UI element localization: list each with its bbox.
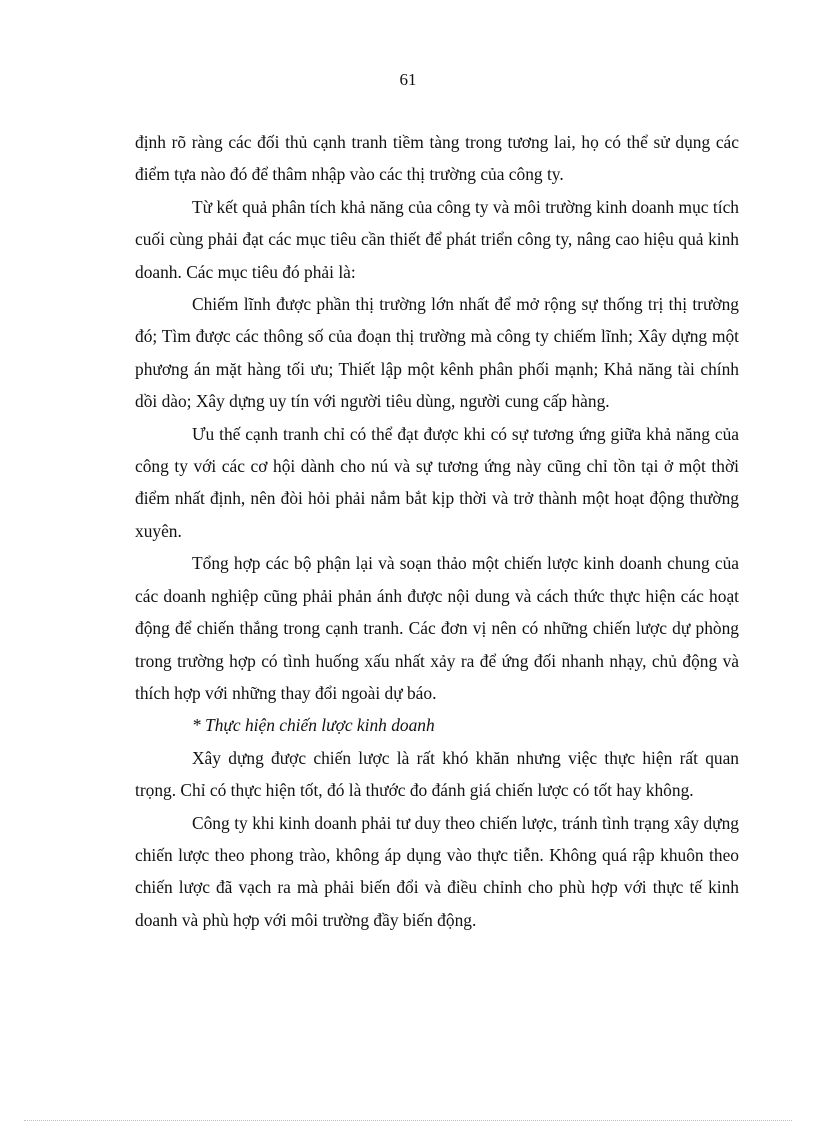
- page-bottom-divider: [24, 1120, 792, 1121]
- section-heading-strategy-implementation: * Thực hiện chiến lược kinh doanh: [192, 715, 435, 736]
- paragraph-implementation-importance: Xây dựng được chiến lược là rất khó khăn nhưng việc thực hiện rất quan trọng. Chỉ có thực hiện tốt, đó là thước đo đánh giá chiến lược có tốt hay không.: [135, 747, 739, 801]
- paragraph-analysis-results: Từ kết quả phân tích khả năng của công ty và môi trường kinh doanh mục tích cuối cùng phải đạt các mục tiêu cần thiết để phát triển công ty, nâng cao hiệu quả kinh doanh. Các mục tiêu đó phải là:: [135, 196, 739, 282]
- paragraph-strategic-thinking: Công ty khi kinh doanh phải tư duy theo chiến lược, tránh tình trạng xây dựng chiến lược theo phong trào, không áp dụng vào thực tiễn. Không quá rập khuôn theo chiến lược đã vạch ra mà phải biến đổi và điều chỉnh cho phù hợp với thực tế kinh doanh và phù hợp với môi trường đầy biến động.: [135, 812, 739, 930]
- page-number: 61: [399, 70, 417, 89]
- paragraph-objectives: Chiếm lĩnh được phần thị trường lớn nhất để mở rộng sự thống trị thị trường đó; Tìm được các thông số của đoạn thị trường mà công ty chiếm lĩnh; Xây dựng một phương án mặt hàng tối ưu; Thiết lập một kênh phân phối mạnh; Khả năng tài chính dồi dào; Xây dựng uy tín với người tiêu dùng, người cung cấp hàng.: [135, 294, 739, 412]
- paragraph-strategy-synthesis: Tổng hợp các bộ phận lại và soạn thảo một chiến lược kinh doanh chung của các doanh nghiệp cũng phải phản ánh được nội dung và cách thức thực hiện các hoạt động để chiến thắng trong cạnh tranh. Các đơn vị nên có những chiến lược dự phòng trong trường hợp có tình huống xấu nhất xảy ra để ứng đối nhanh nhạy, chủ động và thích hợp với những thay đổi ngoài dự báo.: [135, 553, 739, 703]
- paragraph-competitive-advantage: Ưu thế cạnh tranh chỉ có thể đạt được khi có sự tương ứng giữa khả năng của công ty với các cơ hội dành cho nú và sự tương ứng này cũng chỉ tồn tại ở một thời điểm nhất định, nên đòi hỏi phải nắm bắt kịp thời và trở thành một hoạt động thường xuyên.: [135, 423, 739, 541]
- paragraph-continuation: định rõ ràng các đối thủ cạnh tranh tiềm tàng trong tương lai, họ có thể sử dụng các điểm tựa nào đó để thâm nhập vào các thị trường của công ty.: [135, 132, 739, 185]
- document-body: [135, 126, 739, 936]
